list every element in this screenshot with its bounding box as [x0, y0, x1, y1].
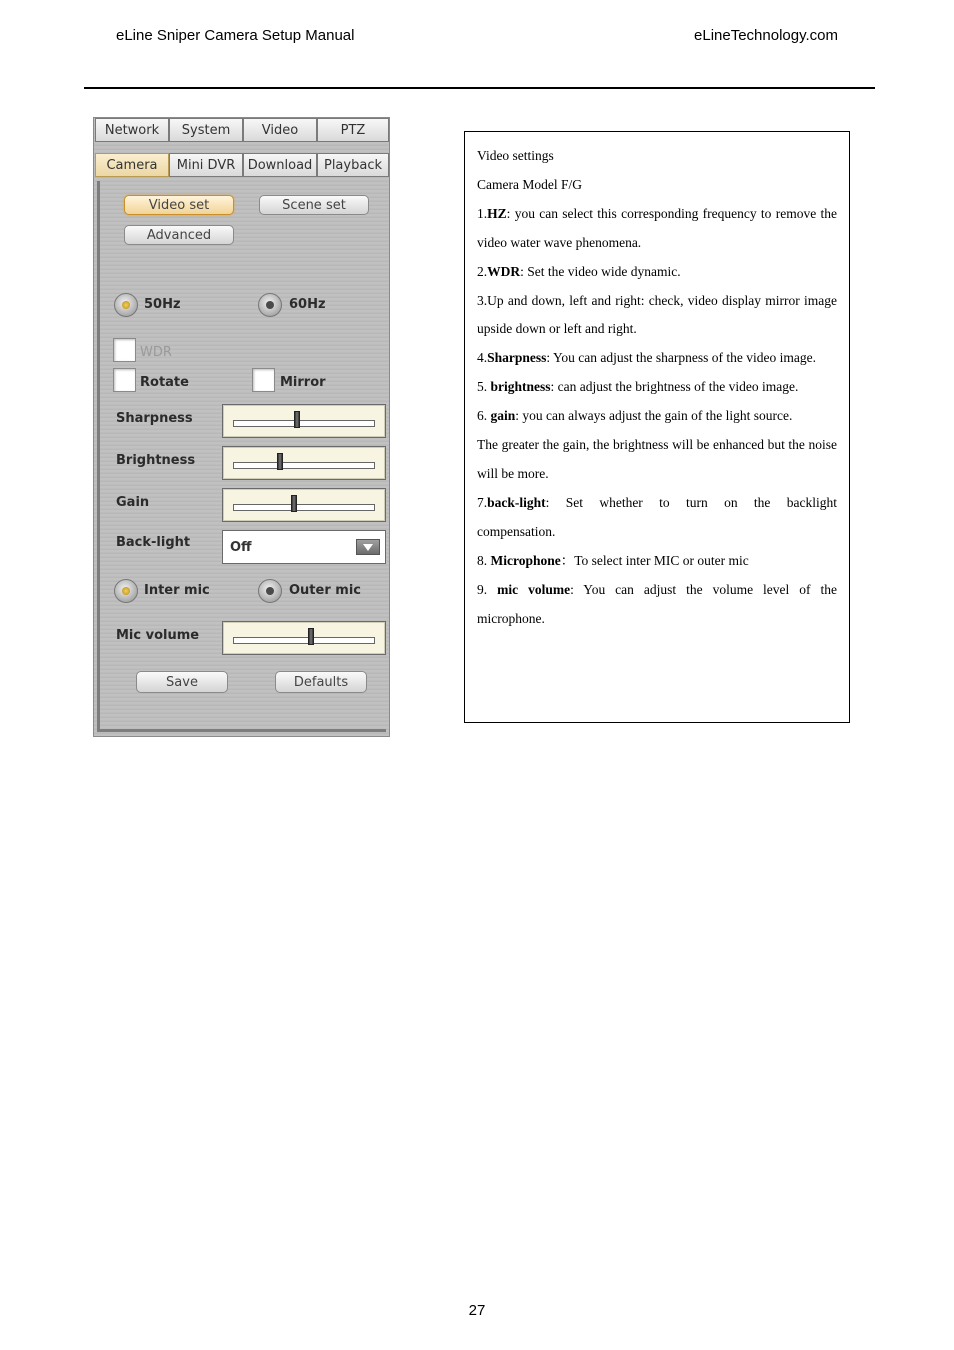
mirror-checkbox[interactable] [252, 368, 275, 392]
description-item: 7.back-light: Set whether to turn on the backlight compensation. [477, 494, 837, 539]
slider-thumb[interactable] [277, 453, 283, 470]
wdr-checkbox[interactable] [113, 338, 136, 362]
chevron-down-icon[interactable] [356, 539, 380, 555]
tab-playback[interactable]: Playback [317, 153, 389, 177]
header-website: eLineTechnology.com [694, 27, 838, 44]
label-outer-mic: Outer mic [289, 583, 361, 598]
camera-settings-panel [93, 117, 390, 737]
label-sharpness: Sharpness [116, 411, 193, 426]
video-set-button[interactable]: Video set [124, 195, 234, 215]
radio-50hz[interactable] [114, 293, 138, 317]
top-tab-row [95, 118, 389, 144]
label-brightness: Brightness [116, 453, 196, 468]
second-tab-row [95, 153, 389, 179]
description-item: 5. brightness: can adjust the brightness of the video image. [477, 379, 799, 395]
slider-track [233, 420, 375, 427]
label-backlight: Back-light [116, 535, 191, 550]
description-item: 6. gain: you can always adjust the gain of the light source. [477, 408, 793, 424]
description-item: 4.Sharpness: You can adjust the sharpness of the video image. [477, 350, 816, 366]
tab-download[interactable]: Download [243, 153, 317, 177]
gain-slider[interactable] [222, 488, 386, 522]
slider-thumb[interactable] [294, 411, 300, 428]
tab-camera[interactable]: Camera [95, 153, 169, 177]
backlight-value: Off [230, 540, 252, 555]
page-number: 27 [468, 1302, 486, 1319]
description-item: 1.HZ: you can select this corresponding frequency to remove the video water wave phenomena. [477, 205, 837, 250]
mic-volume-slider[interactable] [222, 621, 386, 655]
description-item: 2.WDR: Set the video wide dynamic. [477, 263, 681, 279]
scene-set-button[interactable]: Scene set [259, 195, 369, 215]
label-rotate: Rotate [140, 375, 189, 390]
header-rule [84, 87, 875, 89]
radio-inter-mic[interactable] [114, 579, 138, 603]
label-gain: Gain [116, 495, 150, 510]
tab-ptz[interactable]: PTZ [317, 118, 389, 142]
label-wdr: WDR [140, 345, 172, 360]
label-60hz: 60Hz [289, 297, 326, 312]
description-item: The greater the gain, the brightness will be enhanced but the noise will be more. [477, 437, 837, 481]
slider-thumb[interactable] [308, 628, 314, 645]
description-title: Video settings [477, 148, 554, 163]
radio-60hz[interactable] [258, 293, 282, 317]
save-button[interactable]: Save [136, 671, 228, 693]
label-50hz: 50Hz [144, 297, 181, 312]
slider-track [233, 637, 375, 644]
description-model: Camera Model F/G [477, 176, 582, 192]
rotate-checkbox[interactable] [113, 368, 136, 392]
advanced-button[interactable]: Advanced [124, 225, 234, 245]
slider-track [233, 504, 375, 511]
settings-body [97, 181, 386, 732]
label-inter-mic: Inter mic [144, 583, 210, 598]
radio-outer-mic[interactable] [258, 579, 282, 603]
description-box [464, 131, 850, 723]
defaults-button[interactable]: Defaults [275, 671, 367, 693]
sharpness-slider[interactable] [222, 404, 386, 438]
tab-system[interactable]: System [169, 118, 243, 142]
description-item: 8. Microphone：To select inter MIC or outer mic [477, 552, 749, 568]
header-title: eLine Sniper Camera Setup Manual [116, 27, 355, 44]
description-item: 3.Up and down, left and right: check, video display mirror image upside down or left and right. [477, 292, 837, 337]
tab-video[interactable]: Video [243, 118, 317, 142]
slider-track [233, 462, 375, 469]
label-mirror: Mirror [280, 375, 326, 390]
tab-network[interactable]: Network [95, 118, 169, 142]
description-item: 9. mic volume: You can adjust the volume level of the microphone. [477, 581, 837, 626]
backlight-select[interactable] [222, 530, 386, 564]
brightness-slider[interactable] [222, 446, 386, 480]
slider-thumb[interactable] [291, 495, 297, 512]
tab-mini-dvr[interactable]: Mini DVR [169, 153, 243, 177]
label-mic-volume: Mic volume [116, 628, 200, 643]
